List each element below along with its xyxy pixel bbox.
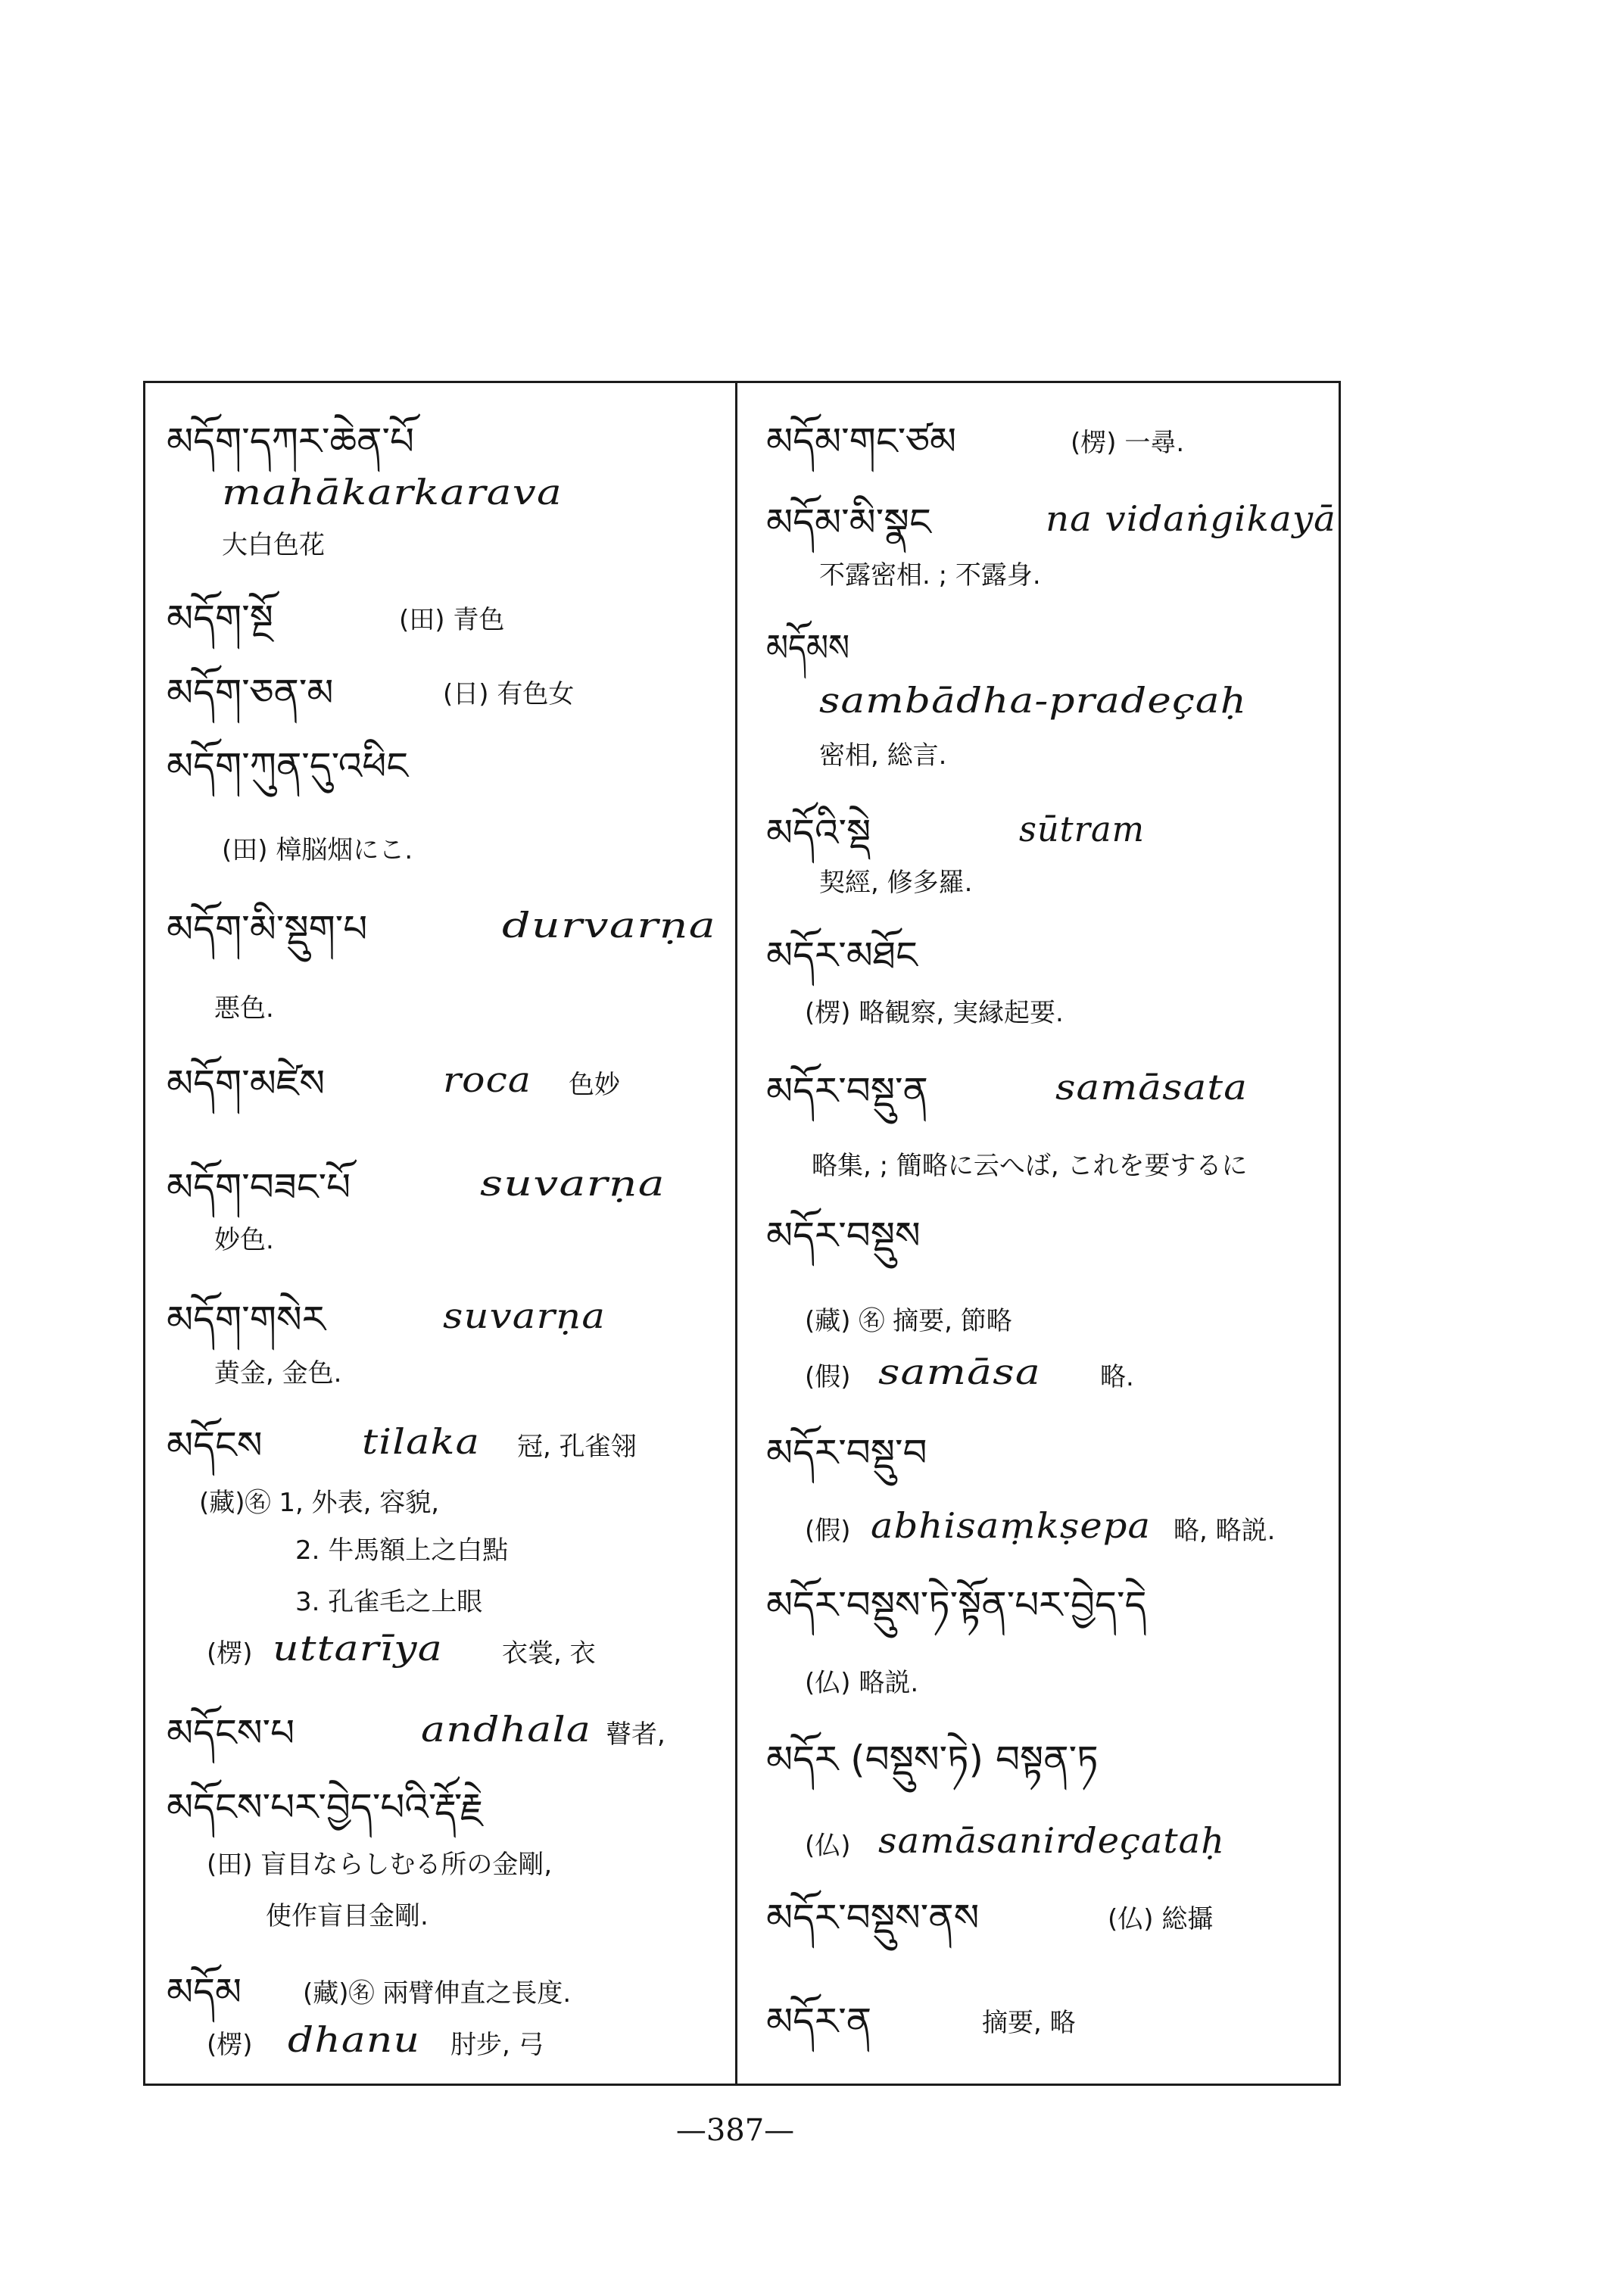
gloss: 略集, ; 簡略に云へば, これを要するに (812, 1151, 1248, 1181)
gloss: (田) 樟脳烟にこ. (222, 835, 413, 865)
gloss: 肘步, 弓 (450, 2030, 544, 2060)
sanskrit-equivalent: suvarṇa (480, 1163, 665, 1204)
gloss: 密相, 総言. (819, 740, 947, 771)
tibetan-headword: མདོར་བསྡུས་ཏེ་སྟོན་པར་བྱེད་དེ (766, 1583, 1147, 1627)
column-divider (735, 381, 737, 2086)
tibetan-headword: མདོག་ཀུན་དུ་འཕིང (167, 744, 409, 788)
sanskrit-equivalent: samāsanirdeçataḥ (878, 1820, 1226, 1861)
sanskrit-equivalent: na vidaṅgikayā (1046, 498, 1337, 539)
sense-line: (藏)㊔ 1, 外表, 容貌, (199, 1488, 440, 1518)
sanskrit-equivalent: samāsata (1055, 1067, 1248, 1108)
tibetan-headword: མདོངས (167, 1423, 263, 1467)
tibetan-headword: མདོམ་མི་སྣང (766, 500, 931, 544)
tibetan-headword: མདོམ (167, 1970, 242, 2014)
sense-line: (藏) ㊔ 摘要, 節略 (805, 1306, 1012, 1336)
tibetan-headword: མདོག་དཀར་ཆེན་པོ (167, 419, 415, 463)
gloss: (田) 青色 (399, 605, 505, 635)
tibetan-headword: མདོར་ན (766, 1999, 872, 2043)
gloss: (仏) 略説. (805, 1668, 919, 1698)
sanskrit-equivalent: andhala (421, 1709, 592, 1750)
gloss: (楞) 略観察, 実縁起要. (805, 998, 1064, 1028)
tibetan-headword: མདོར་མཐོང (766, 933, 918, 977)
gloss: 大白色花 (222, 530, 325, 560)
tibetan-headword: མདོར་བསྡུ་བ (766, 1431, 927, 1475)
page-number: —387— (675, 2113, 795, 2148)
tibetan-headword: མདོག་མི་སྡུག་པ (167, 907, 368, 951)
source-label: (假) (805, 1516, 851, 1546)
source-label: (仏) (805, 1831, 851, 1861)
tibetan-headword: མདོམ་གང་ཙམ (766, 419, 957, 463)
gloss: (楞) 一尋. (1071, 428, 1185, 458)
sense-line: 2. 牛馬額上之白點 (295, 1535, 509, 1566)
gloss: 衣裳, 衣 (502, 1638, 596, 1669)
source-label: (假) (805, 1362, 851, 1392)
tibetan-headword: མདོར་བསྡུས (766, 1214, 921, 1258)
tibetan-headword: མདོངས་པ (167, 1711, 295, 1755)
sanskrit-equivalent: mahākarkarava (222, 472, 563, 513)
sanskrit-equivalent: roca (443, 1059, 532, 1100)
tibetan-headword: མདོའི་སྡེ (766, 811, 871, 855)
source-label: (楞) (207, 2030, 253, 2060)
gloss: 黄金, 金色. (214, 1358, 342, 1389)
tibetan-headword: མདོག་བཟང་པོ (167, 1165, 351, 1209)
source-label: (楞) (207, 1638, 253, 1669)
tibetan-headword: མདོག་སྔོ (167, 597, 273, 641)
gloss: (日) 有色女 (443, 679, 575, 709)
sense-line: 使作盲目金剛. (266, 1901, 429, 1931)
tibetan-headword: མདོག་གསེར (167, 1298, 326, 1342)
sanskrit-equivalent: suvarṇa (443, 1295, 606, 1336)
gloss: 悪色. (214, 993, 274, 1024)
tibetan-headword: མདོར་བསྡུ་ན (766, 1069, 928, 1113)
gloss: 色妙 (569, 1070, 620, 1100)
sanskrit-equivalent: abhisaṃkṣepa (871, 1505, 1152, 1546)
tibetan-headword: མདོར་བསྡུས་ནས (766, 1896, 980, 1940)
sanskrit-equivalent: tilaka (362, 1421, 481, 1462)
gloss: 妙色. (214, 1225, 274, 1255)
gloss: 冠, 孔雀翎 (517, 1432, 637, 1462)
sanskrit-equivalent: uttarīya (273, 1628, 443, 1669)
gloss: 摘要, 略 (982, 2008, 1076, 2038)
sanskrit-equivalent: durvarṇa (502, 905, 717, 946)
sanskrit-equivalent: sūtram (1019, 809, 1145, 849)
tibetan-headword: མདོག་མཛེས (167, 1061, 326, 1105)
gloss: 契經, 修多羅. (819, 868, 973, 898)
gloss: 不露密相. ; 不露身. (819, 560, 1041, 591)
sense-line: 3. 孔雀毛之上眼 (295, 1587, 483, 1617)
tibetan-headword: མདོངས་པར་བྱེད་པའི་རྡོ་རྗེ (167, 1785, 484, 1829)
gloss: 瞽者, (606, 1719, 665, 1750)
gloss: (仏) 総攝 (1108, 1904, 1214, 1934)
gloss: 略, 略説. (1174, 1516, 1276, 1546)
sanskrit-equivalent: samāsa (878, 1351, 1041, 1392)
sanskrit-equivalent: dhanu (288, 2019, 421, 2060)
gloss: (藏)㊔ 兩臂伸直之長度. (303, 1978, 572, 2009)
tibetan-headword: མདོར (བསྡུས་ཏེ) བསྟན་ཏ (766, 1738, 1099, 1781)
sanskrit-equivalent: sambādha-pradeçaḥ (819, 680, 1248, 721)
gloss: 略. (1100, 1362, 1134, 1392)
sense-line: (田) 盲目ならしむる所の金剛, (207, 1850, 553, 1880)
tibetan-headword: མདོག་ཅན་མ (167, 671, 334, 715)
tibetan-headword: མདོམས (766, 626, 850, 670)
